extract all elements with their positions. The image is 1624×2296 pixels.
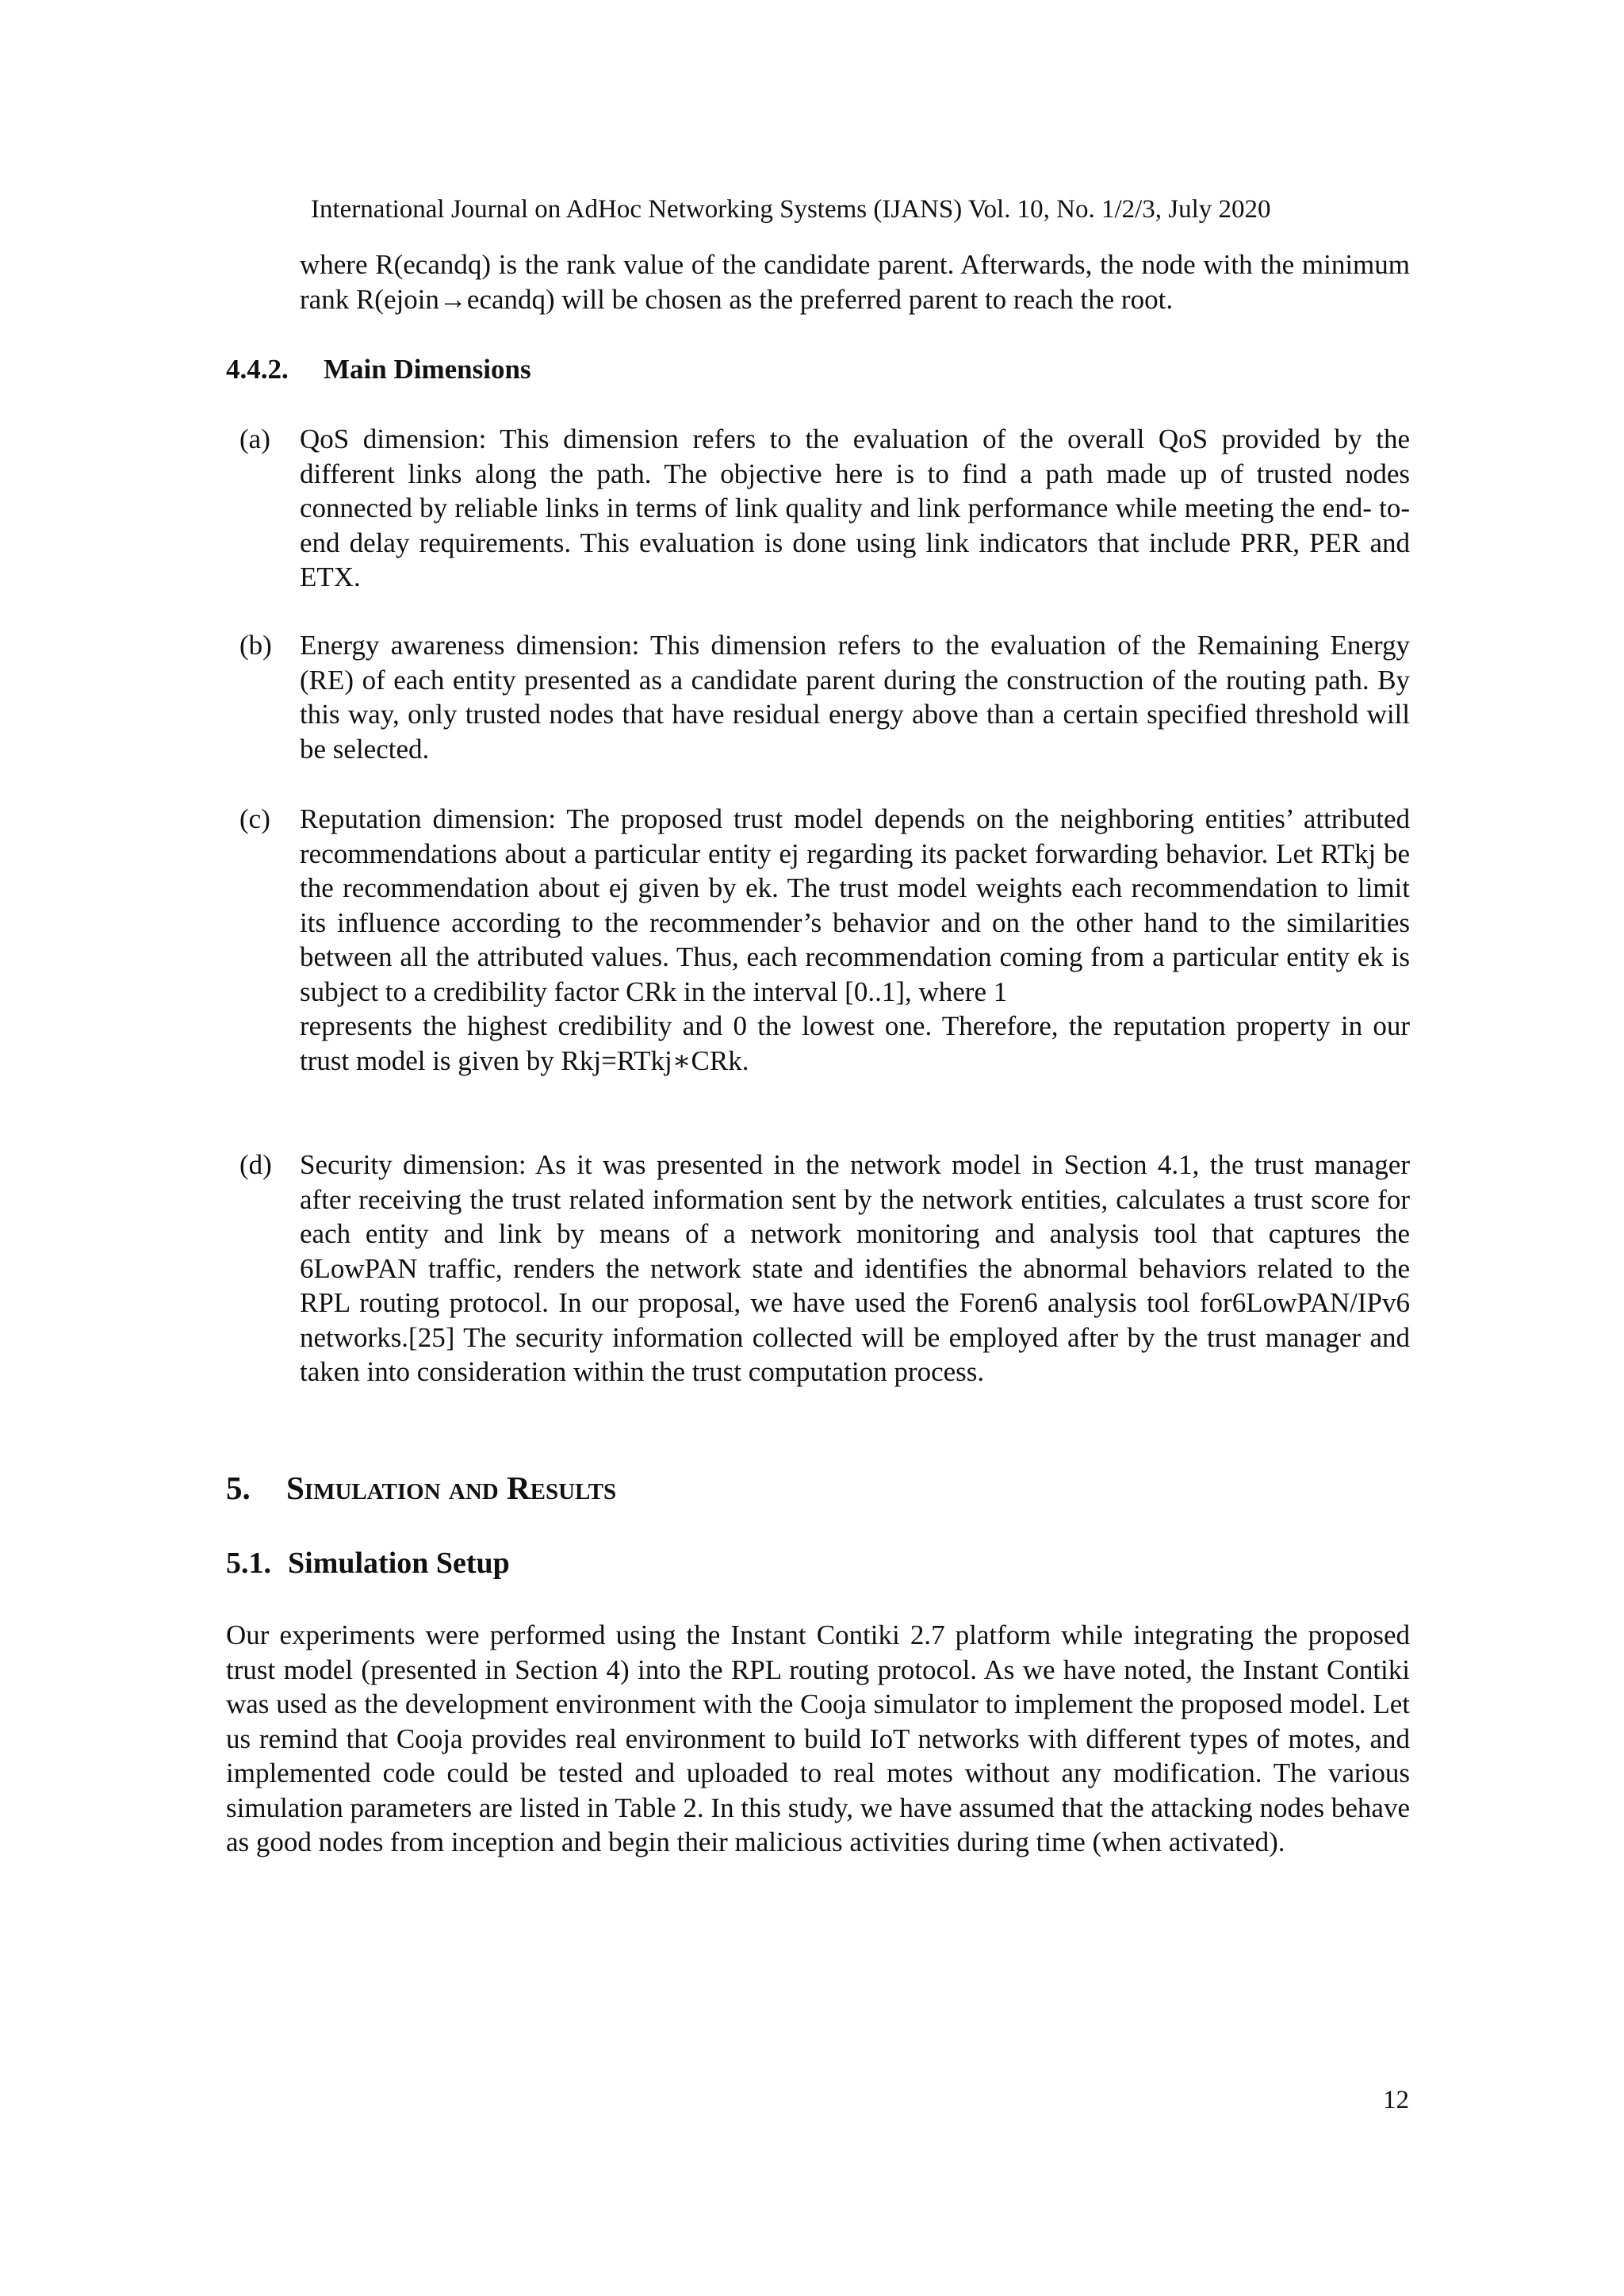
section-heading xyxy=(226,1469,616,1507)
subsection-number: 4.4.2. xyxy=(226,354,289,385)
list-item-body xyxy=(300,628,1410,766)
page-number: 12 xyxy=(1383,2086,1409,2114)
list-item-text: QoS dimension: This dimension refers to the evaluation of the overall QoS provided by the different links along the path. The objective here is to find a path made up of trusted nodes connected by reliable links in terms of link quality and link performance while meeting the end- to-end delay requirements. This evaluation is done using link indicators that include PRR, PER and ETX. xyxy=(300,424,1410,592)
list-marker: (a) xyxy=(239,424,270,454)
section-title: Simulation and Results xyxy=(286,1470,617,1506)
subsection-title: Main Dimensions xyxy=(324,354,531,385)
list-item-text-continued: represents the highest credibility and 0 the lowest one. Therefore, the reputation property in our trust model is given by Rkj=RTkj∗CRk. xyxy=(300,1010,1410,1076)
list-item-text: Energy awareness dimension: This dimension refers to the evaluation of the Remaining Energy (RE) of each entity presented as a candidate parent during the construction of the routing path. By this way, only trusted nodes that have residual energy above than a certain specified threshold will be selected. xyxy=(300,630,1410,765)
list-item-text: Security dimension: As it was presented in the network model in Section 4.1, the trust manager after receiving the trust related information sent by the network entities, calculates a trust score for each entity and link by means of a network monitoring and analysis tool that captures the 6LowPAN traffic, renders the network state and identifies the abnormal behaviors related to the RPL routing protocol. In our proposal, we have used the Foren6 analysis tool for6LowPAN/IPv6 networks.[25] The security information collected will be employed after by the trust manager and taken into consideration within the trust computation process. xyxy=(300,1149,1410,1387)
list-item-text: Reputation dimension: The proposed trust model depends on the neighboring entities’ attributed recommendations about a particular entity ej regarding its packet forwarding behavior. Let RTkj be the recommendation about ej given by ek. The trust model weights each recommendation to limit its influence according to the recommender’s behavior and on the other hand to the similarities between all the attributed values. Thus, each recommendation coming from a particular entity ek is subject to a credibility factor CRk in the interval [0..1], where 1 xyxy=(300,803,1410,1007)
running-header: International Journal on AdHoc Networking Systems (IJANS) Vol. 10, No. 1/2/3, July 2020 xyxy=(311,195,1271,224)
subsection-heading xyxy=(226,352,531,386)
simulation-paragraph: Our experiments were performed using the Instant Contiki 2.7 platform while integrating the proposed trust model (presented in Section 4) into the RPL routing protocol. As we have noted, the Instant Contiki was used as the development environment with the Cooja simulator to implement the proposed model. Let us remind that Cooja provides real environment to build IoT networks with different types of motes, and implemented code could be tested and uploaded to real motes without any modification. The various simulation parameters are listed in Table 2. In this study, we have assumed that the attacking nodes behave as good nodes from inception and begin their malicious activities during time (when activated). xyxy=(226,1619,1410,1857)
section-number: 5. xyxy=(226,1470,251,1506)
list-item-body xyxy=(300,422,1410,595)
section-sub-number: 5.1. xyxy=(226,1547,271,1580)
list-item-body xyxy=(300,802,1410,1078)
section-sub-title: Simulation Setup xyxy=(288,1547,510,1580)
list-item-body xyxy=(300,1148,1410,1389)
intro-paragraph: where R(ecandq) is the rank value of the candidate parent. Afterwards, the node with the minimum rank R(ejoin→ecandq) will be chosen as the preferred parent to reach the root. xyxy=(300,249,1410,315)
list-marker: (b) xyxy=(239,630,272,661)
section-subheading xyxy=(226,1545,510,1581)
list-marker: (c) xyxy=(239,803,270,834)
list-marker: (d) xyxy=(239,1149,272,1180)
